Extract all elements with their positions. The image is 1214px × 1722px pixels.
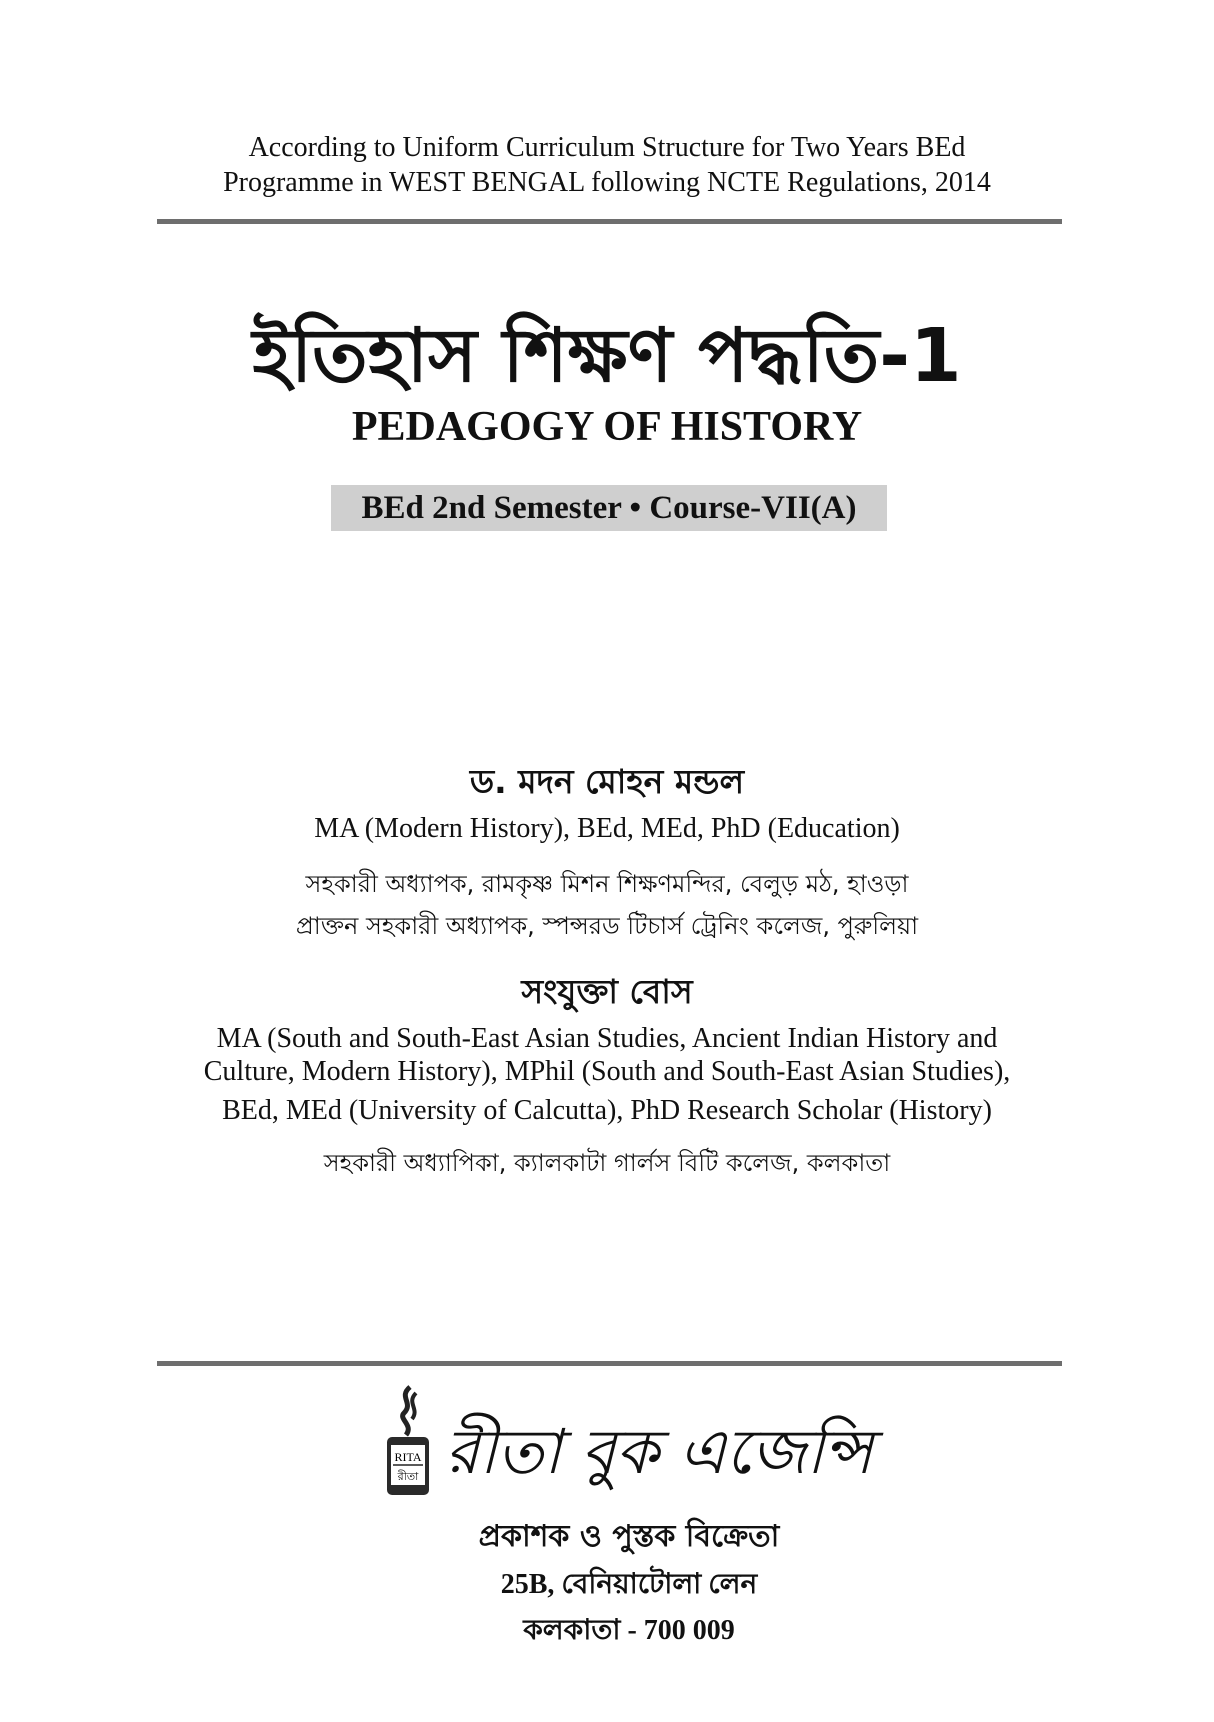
header-line-1: According to Uniform Curriculum Structure for Two Years BEd (248, 132, 966, 163)
author-2-degrees-1: MA (South and South-East Asian Studies, Ancient Indian History and (216, 1023, 998, 1054)
publisher-role: প্রকাশক ও পুস্তক বিক্রেতা (478, 1519, 780, 1554)
author-1-affiliation-2: প্রাক্তন সহকারী অধ্যাপক, স্পন্সরড টিচার্স ট্রেনিং কলেজ, পুরুলিয়া (295, 912, 919, 940)
author-2-affiliation: সহকারী অধ্যাপিকা, ক্যালকাটা গার্লস বিটি কলেজ, কলকাতা (323, 1149, 891, 1177)
author-2-degrees-3: BEd, MEd (University of Calcutta), PhD Research Scholar (History) (222, 1095, 992, 1126)
publisher-name: রীতা বুক এজেন্সি (445, 1415, 873, 1488)
title-english: PEDAGOGY OF HISTORY (351, 404, 863, 450)
author-2-degrees-2: Culture, Modern History), MPhil (South and South-East Asian Studies), (203, 1056, 1011, 1087)
top-divider (157, 219, 1062, 224)
author-1-name: ড. মদন মোহন মন্ডল (469, 762, 745, 801)
publisher-logo-icon (384, 1385, 432, 1497)
author-1-affiliation-1: সহকারী অধ্যাপক, রামকৃষ্ণ মিশন শিক্ষণমন্দির, বেলুড় মঠ, হাওড়া (305, 870, 909, 898)
logo-text-en: RITA (394, 1450, 422, 1464)
publisher-address: 25B, বেনিয়াটোলা লেন (500, 1569, 758, 1600)
logo-text-bn: রীতা (397, 1470, 419, 1483)
title-bengali: ইতিহাস শিক্ষণ পদ্ধতি-1 (252, 313, 962, 399)
header-line-2: Programme in WEST BENGAL following NCTE Regulations, 2014 (223, 167, 991, 198)
bottom-divider (157, 1361, 1062, 1366)
author-2-name: সংযুক্তা বোস (521, 972, 693, 1011)
course-badge: BEd 2nd Semester • Course-VII(A) (331, 485, 887, 531)
author-1-degrees: MA (Modern History), BEd, MEd, PhD (Education) (314, 813, 900, 844)
publisher-city: কলকাতা - 700 009 (523, 1615, 735, 1646)
